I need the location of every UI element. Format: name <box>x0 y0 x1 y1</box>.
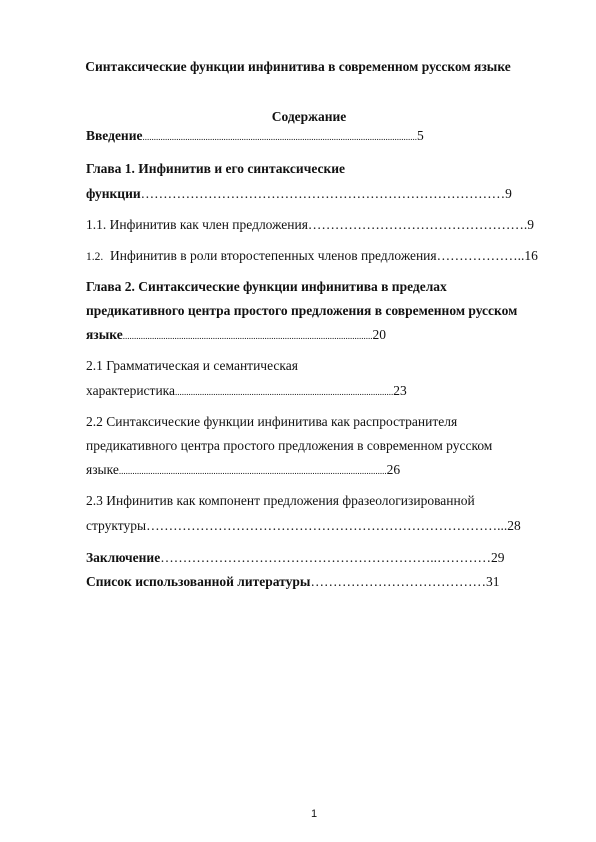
toc-entry-section-2-2-line3 <box>86 462 400 478</box>
toc-entry-chapter2-line1: Глава 2. Синтаксические функции инфинитива в пределах <box>86 279 447 294</box>
toc-dots: ………………. <box>436 248 521 263</box>
toc-label: Заключение <box>86 550 161 565</box>
toc-dots: .......................................................................................................................... <box>142 132 417 142</box>
toc-page: 23 <box>393 383 407 398</box>
toc-page: 29 <box>490 550 505 565</box>
toc-entry-intro <box>86 128 424 144</box>
toc-page: 5 <box>416 128 424 143</box>
toc-entry-chapter2-line3 <box>86 327 386 343</box>
toc-entry-section-2-2-line1: 2.2 Синтаксические функции инфинитива как распространителя <box>86 414 458 429</box>
toc-dots: ……………………………………………………..………… <box>160 550 491 565</box>
toc-page: 20 <box>372 327 386 342</box>
toc-entry-conclusion <box>86 550 504 566</box>
toc-entry-section-2-3-line1: 2.3 Инфинитив как компонент предложения фразеологизированной <box>86 493 475 508</box>
page-number: 1 <box>310 808 318 820</box>
toc-page: 31 <box>485 574 500 589</box>
toc-label: функции <box>86 186 141 201</box>
toc-page: 28 <box>507 518 521 533</box>
toc-label: 1.1. Инфинитив как член предложения <box>86 217 308 232</box>
toc-page: .9 <box>523 217 535 232</box>
toc-entry-references <box>86 574 499 590</box>
toc-number: 1.2. <box>86 251 104 263</box>
toc-dots: ………………………………………… <box>307 217 524 232</box>
toc-label: Инфинитив в роли второстепенных членов предложения <box>110 248 437 263</box>
toc-dots: ………………………………… <box>310 574 486 589</box>
document-title: Синтаксические функции инфинитива в современном русском языке <box>85 59 511 74</box>
toc-page: 9 <box>505 186 512 201</box>
toc-label: Список использованной литературы <box>86 574 311 589</box>
toc-heading: Содержание <box>271 109 347 124</box>
toc-dots: ............................................................................................................... <box>122 331 373 341</box>
toc-label: характеристика <box>86 383 176 398</box>
toc-dots: ................................................................................................. <box>175 387 394 397</box>
toc-entry-section-2-1-line2 <box>86 383 407 399</box>
toc-dots: ……………………………………………………………………… <box>140 186 506 201</box>
toc-label: структуры <box>86 518 147 533</box>
toc-label: языке <box>86 327 123 342</box>
toc-entry-section-1-1 <box>86 217 534 233</box>
toc-label: Введение <box>86 128 143 143</box>
toc-dots: ....................................................................................................................... <box>118 466 387 476</box>
toc-entry-section-2-1-line1: 2.1 Грамматическая и семантическая <box>86 358 298 373</box>
toc-entry-chapter1-line2 <box>86 186 512 202</box>
toc-entry-section-2-3-line2 <box>86 518 521 534</box>
toc-page: .16 <box>521 248 538 263</box>
toc-page: 26 <box>386 462 401 477</box>
toc-label: языке <box>86 462 119 477</box>
toc-entry-chapter2-line2: предикативного центра простого предложения в современном русском <box>86 303 518 318</box>
toc-entry-chapter1-line1: Глава 1. Инфинитив и его синтаксические <box>86 161 346 176</box>
toc-entry-section-1-2 <box>86 248 538 264</box>
toc-entry-section-2-2-line2: предикативного центра простого предложения в современном русском <box>86 438 493 453</box>
toc-dots: ……………………………………………………………………... <box>146 518 508 533</box>
